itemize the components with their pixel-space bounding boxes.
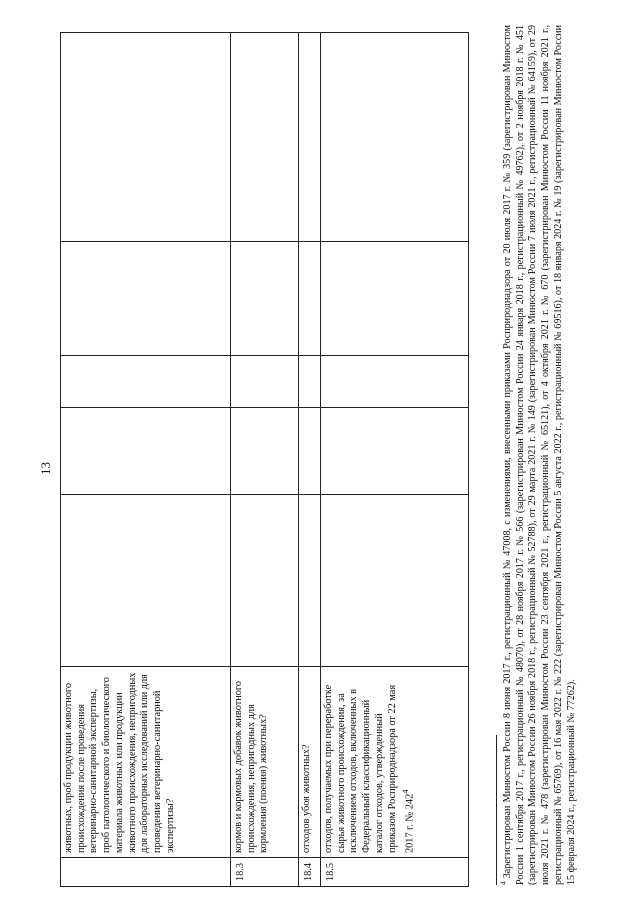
- page-number: 13: [38, 462, 53, 475]
- row-question: [321, 667, 469, 858]
- answer-cell: [61, 242, 231, 356]
- footnote-divider: [496, 735, 497, 885]
- row-question: животных, проб продукции животного происхождения после проведения ветеринарно-санитарной экспертизы, проб патологического и биологического материала животных или продукции животного происхождения, непригодных для лабораторных исследований или для проведения ветеринарно-санитарной экспертизы?: [61, 667, 231, 858]
- answer-cell: [321, 356, 469, 408]
- row-number: [61, 858, 231, 887]
- answer-cell: [299, 408, 321, 495]
- row-question: кормов и кормовых добавок животного происхождения, непригодных для кормления (поения) животных?: [231, 667, 299, 858]
- table-row: [231, 33, 299, 887]
- answer-cell: [299, 356, 321, 408]
- answer-cell: [61, 33, 231, 242]
- table-row: [61, 33, 231, 887]
- table-row: [321, 33, 469, 887]
- answer-cell: [299, 495, 321, 667]
- row-question: отходов убоя животных?: [299, 667, 321, 858]
- answer-cell: [231, 495, 299, 667]
- answer-cell: [231, 408, 299, 495]
- row-number: 18.5: [321, 858, 469, 887]
- row-question-text: отходов, получаемых при переработке сырья животного происхождения, за исключением отходов, включенных в Федеральный классификационный каталог отходов, утвержденный приказом Росприроднадзора от 22 мая 2017 г. № 242: [323, 684, 416, 853]
- checklist-table: [60, 32, 469, 887]
- answer-cell: [61, 495, 231, 667]
- answer-cell: [61, 356, 231, 408]
- answer-cell: [61, 408, 231, 495]
- footnote-text: Зарегистрирован Минюстом России 8 июня 2017 г., регистрационный № 47008, с изменениями, внесенными приказами Росприроднадзора от 20 июля 2017 г. № 359 (зарегистрирован Минюстом России 1 сентября 2017 г., регистрационный № 48070), от 28 ноября 2017 г. № 566 (зарегистрирован Минюстом России 24 января 2018 г., регистрационный № 49762), от 2 ноября 2018 г. № 451 (зарегистрирован Минюстом России 26 ноября 2018 г., регистрационный № 52788), от 29 марта 2021 г. № 149 (зарегистрирован Минюстом России 7 июля 2021 г., регистрационный № 64159), от 29 июля 2021 г. № 478 (зарегистрирован Минюстом России 23 сентября 2021 г., регистрационный № 65121), от 4 октября 2021 г. № 670 (зарегистрирован Минюстом России 11 ноября 2021 г., регистрационный № 65769), от 16 мая 2022 г. № 222 (зарегистрирован Минюстом России 5 августа 2022 г., регистрационный № 69516), от 18 января 2024 г. № 19 (зарегистрирован Минюстом России 15 февраля 2024 г., регистрационный № 77262).: [502, 25, 577, 885]
- answer-cell: [231, 242, 299, 356]
- footnote-marker: 4: [499, 881, 508, 885]
- table-row: [299, 33, 321, 887]
- answer-cell: [299, 242, 321, 356]
- answer-cell: [321, 408, 469, 495]
- row-number: 18.4: [299, 858, 321, 887]
- row-number: 18.3: [231, 858, 299, 887]
- answer-cell: [321, 242, 469, 356]
- answer-cell: [231, 33, 299, 242]
- answer-cell: [321, 33, 469, 242]
- answer-cell: [231, 356, 299, 408]
- footnote: [499, 25, 578, 885]
- footnote-reference: 4: [400, 789, 411, 794]
- answer-cell: [321, 495, 469, 667]
- answer-cell: [299, 33, 321, 242]
